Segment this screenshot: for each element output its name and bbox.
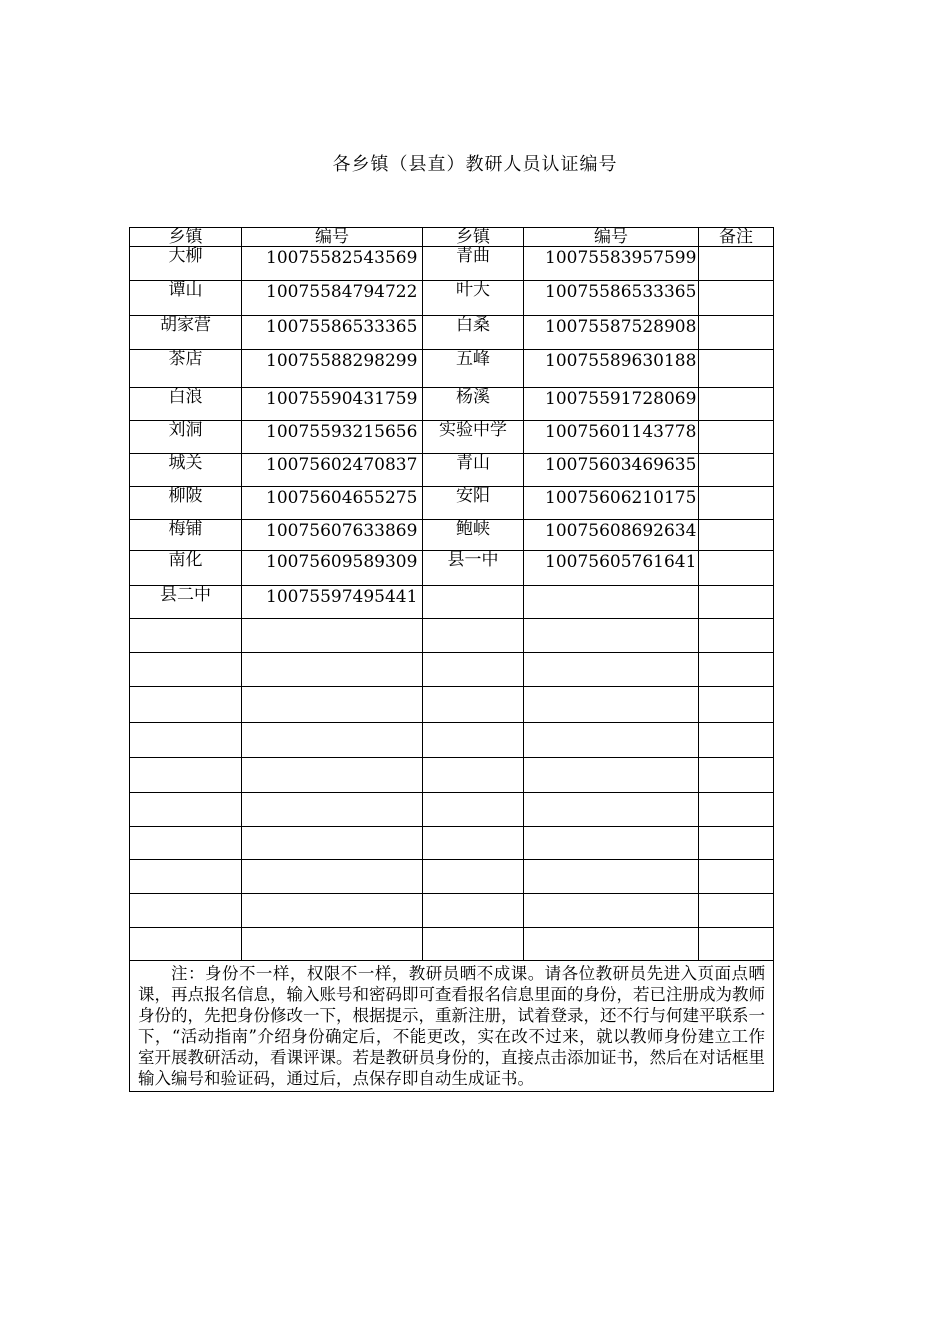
town-cell <box>130 827 242 860</box>
table-row <box>130 520 774 551</box>
town-cell: 杨溪 <box>423 388 524 421</box>
code-cell: 10075607633869 <box>242 520 423 551</box>
town-cell <box>130 723 242 758</box>
code-cell: 10075587528908 <box>524 316 699 350</box>
code-cell: 10075602470837 <box>242 454 423 487</box>
town-cell <box>423 928 524 961</box>
town-cell: 县二中 <box>130 586 242 619</box>
note-row <box>130 961 774 1092</box>
table-row <box>130 793 774 827</box>
code-table <box>129 227 774 1092</box>
table-row <box>130 551 774 586</box>
remark-cell <box>699 827 774 860</box>
table-row <box>130 928 774 961</box>
code-cell <box>524 860 699 894</box>
town-cell <box>423 723 524 758</box>
code-cell <box>242 723 423 758</box>
town-cell: 大柳 <box>130 247 242 281</box>
code-cell: 10075608692634 <box>524 520 699 551</box>
code-cell: 10075588298299 <box>242 350 423 388</box>
town-cell <box>423 687 524 723</box>
remark-cell <box>699 619 774 653</box>
town-cell: 五峰 <box>423 350 524 388</box>
code-cell: 10075601143778 <box>524 421 699 454</box>
town-cell: 青曲 <box>423 247 524 281</box>
code-cell <box>524 687 699 723</box>
town-cell: 谭山 <box>130 281 242 316</box>
remark-cell <box>699 281 774 316</box>
remark-cell <box>699 551 774 586</box>
town-cell <box>423 793 524 827</box>
town-cell <box>423 586 524 619</box>
town-cell: 叶大 <box>423 281 524 316</box>
town-cell: 城关 <box>130 454 242 487</box>
town-cell <box>423 860 524 894</box>
town-cell: 柳陂 <box>130 487 242 520</box>
remark-cell <box>699 860 774 894</box>
remark-cell <box>699 793 774 827</box>
code-cell <box>524 653 699 687</box>
code-cell <box>242 793 423 827</box>
code-cell <box>242 928 423 961</box>
code-cell <box>524 758 699 793</box>
town-cell: 梅铺 <box>130 520 242 551</box>
table-row <box>130 316 774 350</box>
table-row <box>130 487 774 520</box>
code-cell: 10075582543569 <box>242 247 423 281</box>
code-cell: 10075591728069 <box>524 388 699 421</box>
remark-cell <box>699 350 774 388</box>
code-cell: 10075609589309 <box>242 551 423 586</box>
town-cell <box>423 827 524 860</box>
table-row <box>130 827 774 860</box>
town-cell: 南化 <box>130 551 242 586</box>
code-cell <box>242 758 423 793</box>
remark-cell <box>699 653 774 687</box>
remark-cell <box>699 723 774 758</box>
town-cell <box>130 793 242 827</box>
header-code-2: 编号 <box>524 228 699 247</box>
header-town-1: 乡镇 <box>130 228 242 247</box>
table-row <box>130 454 774 487</box>
town-cell <box>423 894 524 928</box>
code-cell: 10075584794722 <box>242 281 423 316</box>
table-row <box>130 388 774 421</box>
header-code-1: 编号 <box>242 228 423 247</box>
code-cell <box>242 619 423 653</box>
table-row <box>130 247 774 281</box>
town-cell: 刘洞 <box>130 421 242 454</box>
code-cell: 10075590431759 <box>242 388 423 421</box>
code-cell <box>524 723 699 758</box>
town-cell: 茶店 <box>130 350 242 388</box>
town-cell: 鲍峡 <box>423 520 524 551</box>
remark-cell <box>699 454 774 487</box>
code-cell: 10075593215656 <box>242 421 423 454</box>
remark-cell <box>699 586 774 619</box>
note-text: 注：身份不一样，权限不一样，教研员晒不成课。请各位教研员先进入页面点晒课，再点报名信息，输入账号和密码即可查看报名信息里面的身份，若已注册成为教师身份的，先把身份修改一下，根据提示，重新注册，试着登录，还不行与何建平联系一下，“活动指南”介绍身份确定后，不能更改，实在改不过来，就以教师身份建立工作室开展教研活动，看课评课。若是教研员身份的，直接点击添加证书，然后在对话框里输入编号和验证码，通过后，点保存即自动生成证书。 <box>130 961 774 1092</box>
code-cell <box>524 586 699 619</box>
table-row <box>130 687 774 723</box>
table-row <box>130 619 774 653</box>
code-cell <box>524 894 699 928</box>
code-cell <box>524 827 699 860</box>
town-cell: 安阳 <box>423 487 524 520</box>
town-cell <box>130 758 242 793</box>
code-cell <box>242 653 423 687</box>
code-cell: 10075597495441 <box>242 586 423 619</box>
page-title: 各乡镇（县直）教研人员认证编号 <box>332 154 618 175</box>
code-cell <box>524 793 699 827</box>
town-cell <box>130 928 242 961</box>
town-cell <box>423 758 524 793</box>
code-cell <box>242 860 423 894</box>
town-cell: 胡家营 <box>130 316 242 350</box>
remark-cell <box>699 247 774 281</box>
table-row <box>130 281 774 316</box>
remark-cell <box>699 894 774 928</box>
code-cell: 10075583957599 <box>524 247 699 281</box>
town-cell: 实验中学 <box>423 421 524 454</box>
town-cell <box>130 860 242 894</box>
table-row <box>130 758 774 793</box>
code-cell: 10075603469635 <box>524 454 699 487</box>
town-cell: 青山 <box>423 454 524 487</box>
table-row <box>130 586 774 619</box>
table-row <box>130 723 774 758</box>
code-cell: 10075589630188 <box>524 350 699 388</box>
remark-cell <box>699 316 774 350</box>
header-remark: 备注 <box>699 228 774 247</box>
town-cell <box>423 653 524 687</box>
remark-cell <box>699 687 774 723</box>
code-cell: 10075586533365 <box>524 281 699 316</box>
code-cell <box>242 687 423 723</box>
table-row <box>130 860 774 894</box>
town-cell: 白浪 <box>130 388 242 421</box>
town-cell <box>130 653 242 687</box>
header-town-2: 乡镇 <box>423 228 524 247</box>
table-row <box>130 653 774 687</box>
remark-cell <box>699 928 774 961</box>
town-cell: 白桑 <box>423 316 524 350</box>
code-cell <box>242 894 423 928</box>
table-row <box>130 894 774 928</box>
town-cell <box>130 619 242 653</box>
town-cell <box>423 619 524 653</box>
remark-cell <box>699 388 774 421</box>
code-cell: 10075586533365 <box>242 316 423 350</box>
remark-cell <box>699 758 774 793</box>
town-cell: 县一中 <box>423 551 524 586</box>
code-cell <box>524 928 699 961</box>
code-cell: 10075605761641 <box>524 551 699 586</box>
remark-cell <box>699 520 774 551</box>
remark-cell <box>699 487 774 520</box>
table-row <box>130 350 774 388</box>
code-cell <box>524 619 699 653</box>
code-cell: 10075606210175 <box>524 487 699 520</box>
code-cell <box>242 827 423 860</box>
town-cell <box>130 687 242 723</box>
town-cell <box>130 894 242 928</box>
remark-cell <box>699 421 774 454</box>
table-row <box>130 421 774 454</box>
table-header-row <box>130 228 774 247</box>
code-cell: 10075604655275 <box>242 487 423 520</box>
